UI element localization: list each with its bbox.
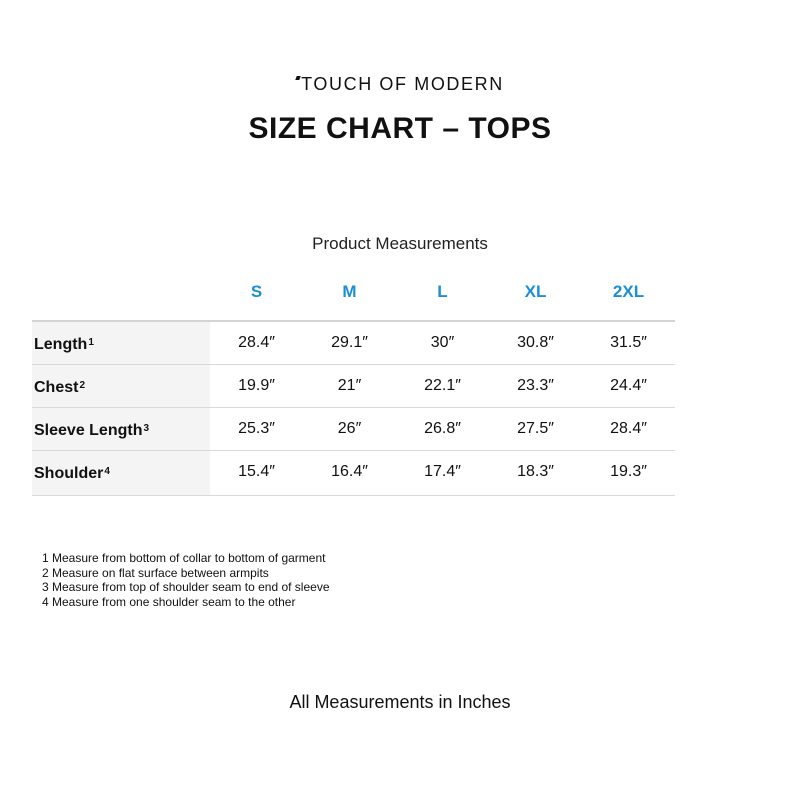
row-label-text: Length: [34, 336, 88, 353]
row-label: [32, 451, 210, 495]
table-cell: 17.4″: [424, 463, 461, 480]
footnote-marker: 4: [104, 466, 110, 477]
size-table: [32, 320, 675, 496]
table-row-sleeve-length: [32, 408, 675, 451]
row-label-text: Chest: [34, 379, 79, 396]
table-row-chest: [32, 365, 675, 408]
footnote-marker: 3: [143, 423, 150, 434]
size-header-m: M: [342, 282, 357, 301]
table-cell: 31.5″: [610, 334, 647, 351]
table-cell: 28.4″: [610, 420, 647, 437]
page-title: SIZE CHART – TOPS: [248, 112, 552, 145]
table-cell: 19.3″: [610, 463, 647, 480]
table-cell: 21″: [337, 377, 362, 394]
brand-logo: [0, 74, 800, 95]
row-label: [32, 322, 210, 364]
table-cell: 26.8″: [424, 420, 461, 437]
table-cell: 25.3″: [238, 420, 275, 437]
size-header-l: L: [437, 282, 448, 301]
row-label-text: Shoulder: [34, 465, 104, 482]
row-label: [32, 408, 210, 450]
table-cell: 27.5″: [517, 420, 554, 437]
size-header-row: [210, 282, 675, 306]
footnote-marker: 1: [88, 337, 94, 348]
table-cell: 30″: [430, 334, 455, 351]
table-row-length: [32, 322, 675, 365]
table-cell: 18.3″: [517, 463, 554, 480]
table-cell: 15.4″: [238, 463, 275, 480]
table-cell: 28.4″: [238, 334, 275, 351]
units-note: All Measurements in Inches: [289, 692, 511, 712]
footnote-item: 1 Measure from bottom of collar to bottom of garment: [42, 551, 326, 565]
table-cell: 24.4″: [610, 377, 647, 394]
table-cell: 23.3″: [517, 377, 554, 394]
footnote-item: 2 Measure on flat surface between armpits: [42, 565, 269, 580]
table-cell: 26″: [337, 420, 362, 437]
brand-name: TOUCH OF MODERN: [301, 74, 504, 94]
table-row-shoulder: [32, 451, 675, 496]
table-cell: 29.1″: [331, 334, 368, 351]
size-header-2xl: 2XL: [612, 282, 645, 301]
row-label: [32, 365, 210, 407]
row-label-text: Sleeve Length: [34, 422, 143, 439]
footnotes: [42, 551, 330, 609]
size-header-s: S: [250, 282, 263, 301]
table-cell: 30.8″: [517, 334, 554, 351]
footnote-marker: 2: [79, 380, 86, 391]
table-cell: 22.1″: [424, 377, 461, 394]
table-cell: 16.4″: [331, 463, 368, 480]
footnote-item: 4 Measure from one shoulder seam to the other: [42, 594, 296, 609]
table-caption: Product Measurements: [312, 234, 488, 253]
table-cell: 19.9″: [238, 377, 275, 394]
size-header-xl: XL: [524, 282, 547, 301]
footnote-item: 3 Measure from top of shoulder seam to end of sleeve: [42, 580, 330, 594]
